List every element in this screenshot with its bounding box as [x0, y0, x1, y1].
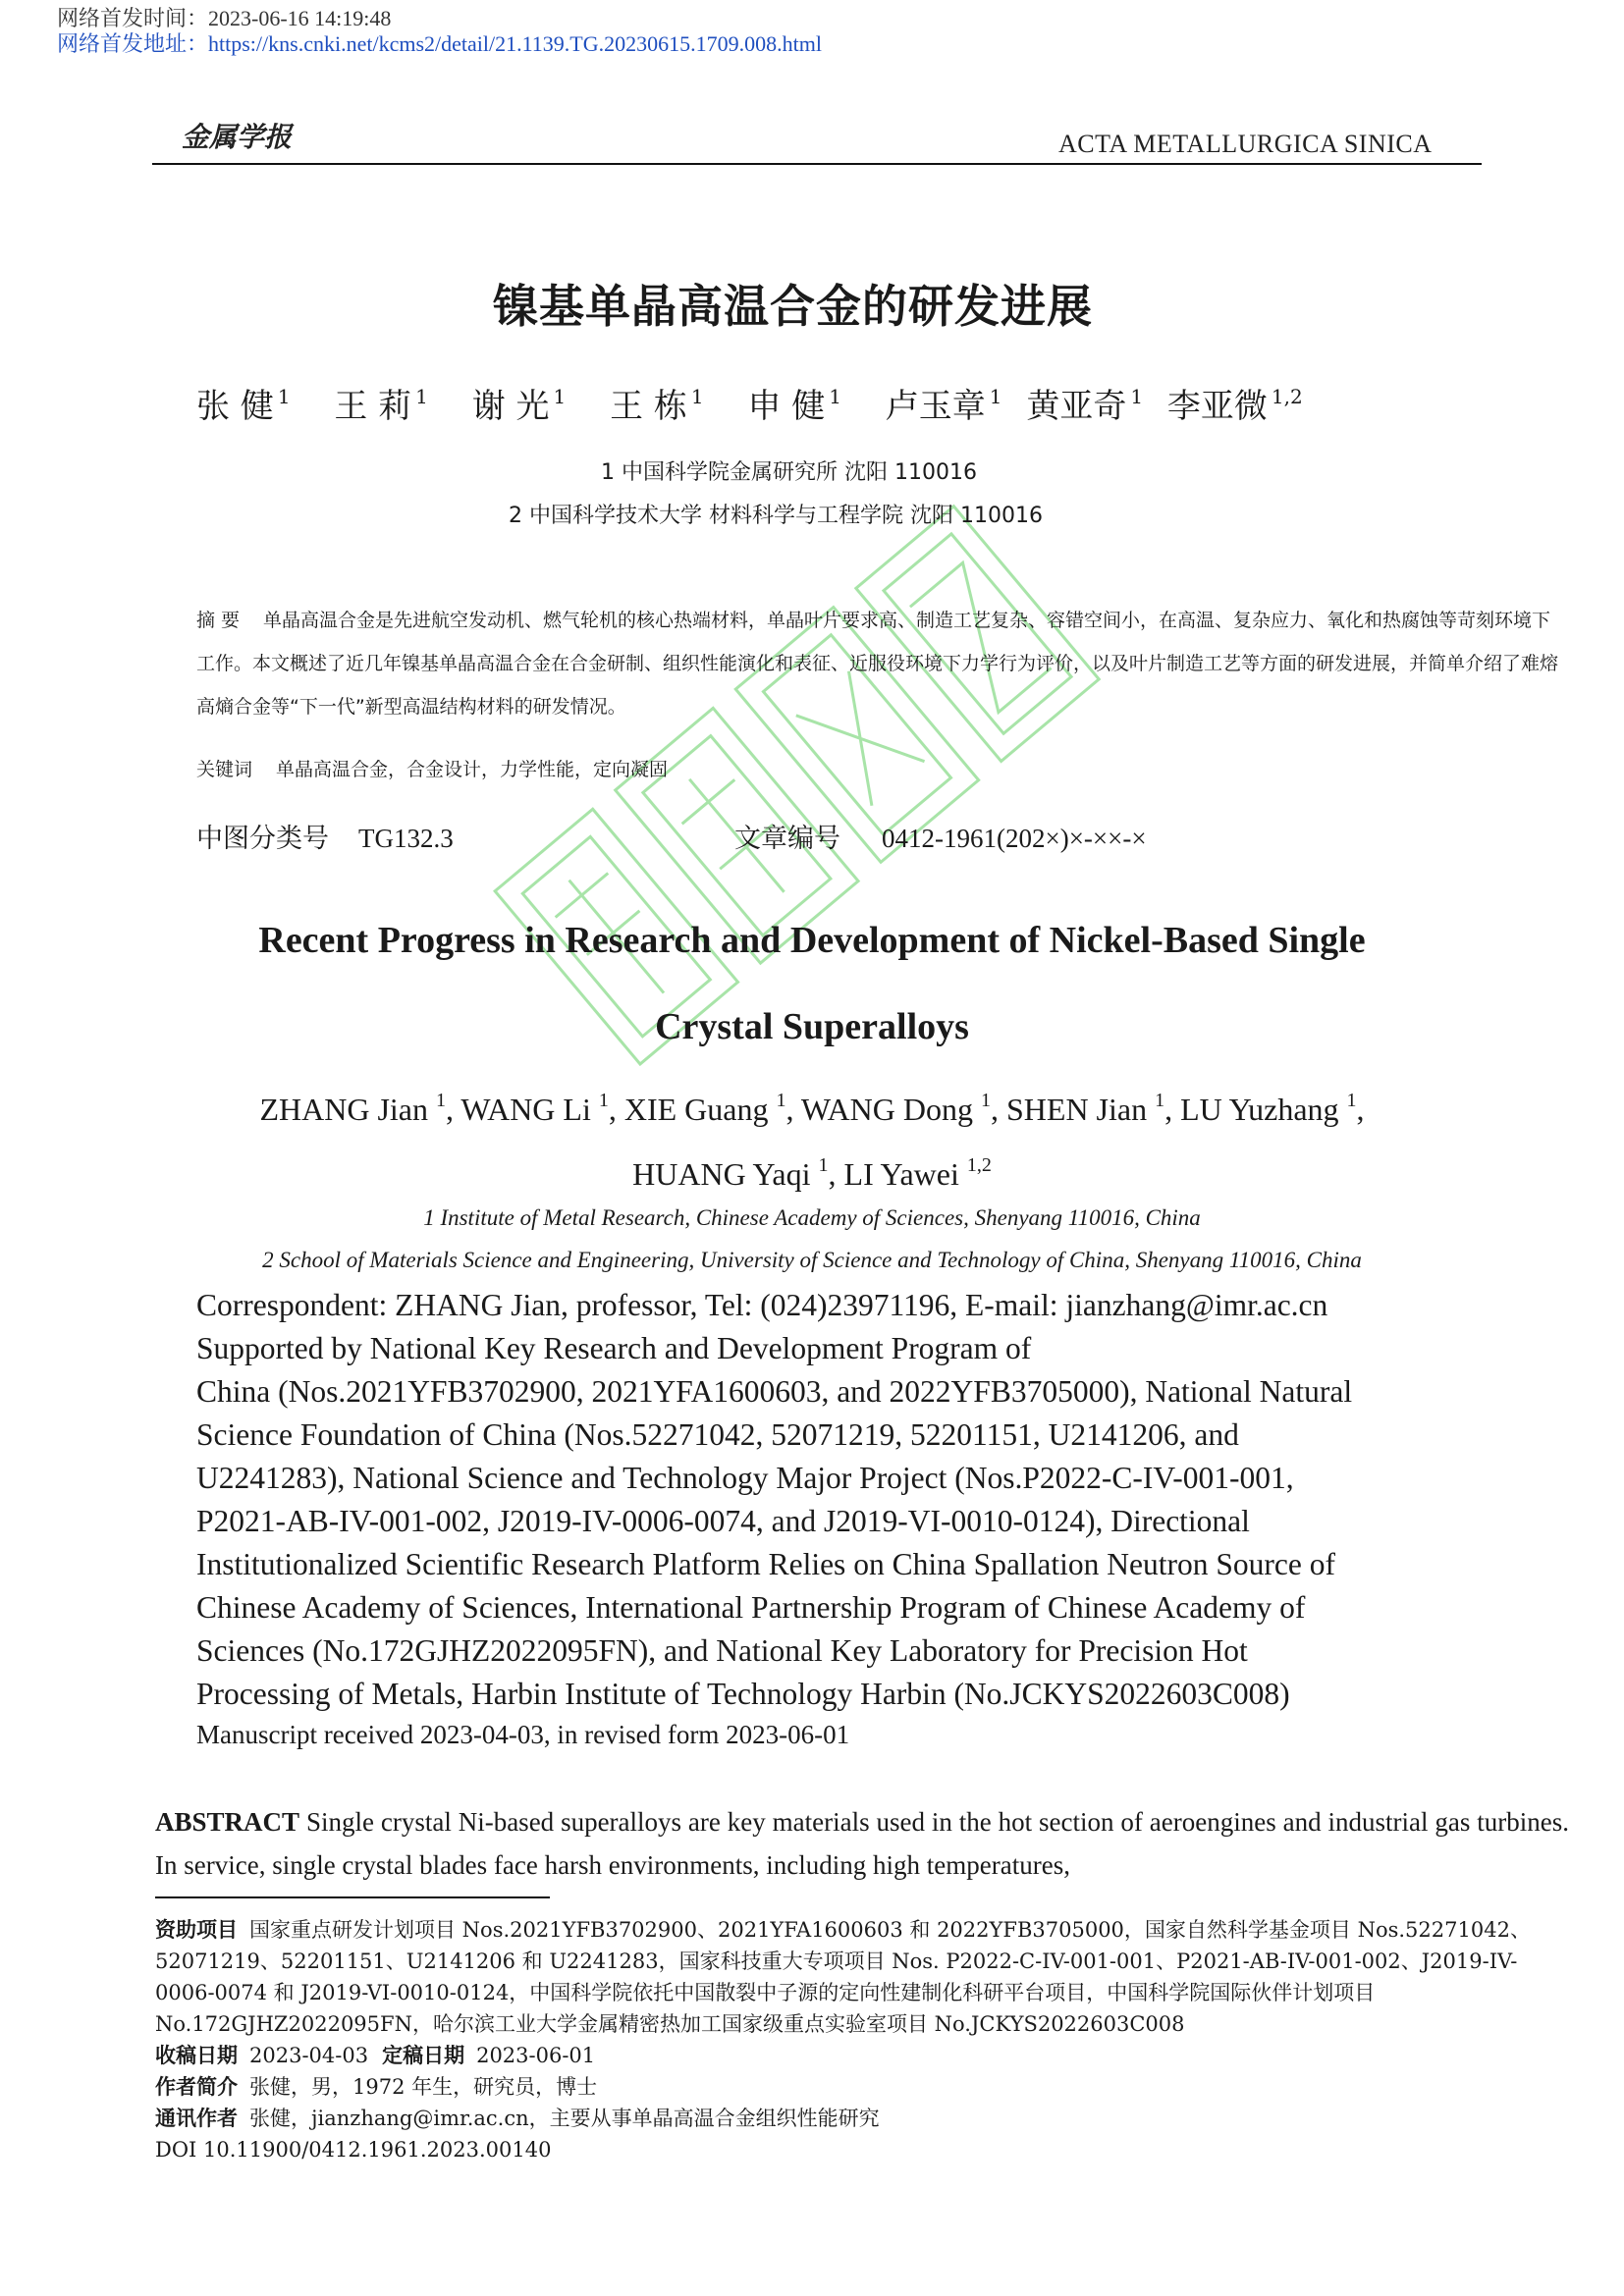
keywords-cn [196, 748, 1561, 791]
funding-line: Science Foundation of China (Nos.52271042, 52071219, 52201151, U2141206, and [196, 1417, 1239, 1452]
online-first-url [57, 31, 822, 57]
abstract-en-label: ABSTRACT [155, 1807, 300, 1837]
online-first-time-label: 网络首发时间： [57, 6, 209, 30]
title-en-line-1: Recent Progress in Research and Development of Nickel-Based Single [258, 920, 1366, 961]
author-cn: 王 莉 $^1$ [334, 385, 428, 426]
author-cn: 卢玉章 $^1$ [885, 385, 1002, 426]
manuscript-received: Manuscript received 2023-04-03, in revised form 2023-06-01 [196, 1720, 850, 1749]
funding-line: U2241283), National Science and Technology Major Project (Nos.P2022-C-IV-001-001, [196, 1461, 1294, 1495]
online-first-time-value: 2023-06-16 14:19:48 [208, 6, 392, 30]
online-first-url-label: 网络首发地址： [57, 31, 209, 56]
doi[interactable]: DOI 10.11900/0412.1961.2023.00140 [155, 2138, 552, 2162]
affiliation-cn-2: 2 中国科学技术大学 材料科学与工程学院 沈阳 110016 [509, 504, 1043, 528]
authors-en-line-2 [0, 1154, 1624, 1193]
footnote-funding-text: 国家重点研发计划项目 Nos.2021YFB3702900、2021YFA1600603 和 2022YFB3705000，国家自然科学基金项目 Nos.52271042、52071219、52201151、U2141206 和 U2241283，国家科技重大专项项目 Nos. P2022-C-IV-001-001、P2021-AB-IV-001-002、J2019-IV-0006-0074 和 J2019-VI-0010-0124，中国科学院依托中国散裂中子源的定向性建制化科研平台项目，中国科学院国际伙伴计划项目 No.172GJHZ2022095FN，哈尔滨工业大学金属精密热加工国家级重点实验室项目 No.JCKYS2022603C008 [155, 1918, 1531, 2036]
author-en: SHEN Jian $^1$, [1005, 1090, 1181, 1127]
title-cn: 镍基单晶高温合金的研发进展 [493, 280, 1093, 333]
clc-value: TG132.3 [358, 824, 454, 853]
footnote-received-label: 收稿日期 [155, 2044, 238, 2067]
online-first-url-link[interactable]: https://kns.cnki.net/kcms2/detail/21.1139.TG.20230615.1709.008.html [208, 31, 822, 56]
author-en: HUANG Yaqi $^1$, [632, 1154, 844, 1192]
authors-en-line-1 [0, 1090, 1624, 1128]
abstract-cn-text: 单晶高温合金是先进航空发动机、燃气轮机的核心热端材料，单晶叶片要求高、制造工艺复杂、容错空间小，在高温、复杂应力、氧化和热腐蚀等苛刻环境下工作。本文概述了近几年镍基单晶高温合金在合金研制、组织性能演化和表征、近服役环境下力学行为评价，以及叶片制造工艺等方面的研发进展，并简单介绍了难熔高熵合金等“下一代”新型高温结构材料的研发情况。 [196, 610, 1559, 718]
clc-label: 中图分类号 [196, 824, 329, 854]
abstract-cn [196, 599, 1561, 728]
abstract-en [155, 1800, 1569, 1887]
affiliation-en-1: 1 Institute of Metal Research, Chinese Academy of Sciences, Shenyang 110016, China [423, 1205, 1201, 1230]
article-number [734, 817, 1147, 855]
journal-name-en: ACTA METALLURGICA SINICA [1058, 130, 1433, 158]
footnote-bio-label: 作者简介 [155, 2075, 238, 2099]
author-en: WANG Li $^1$, [460, 1090, 624, 1127]
footnote-bio [155, 2071, 1569, 2103]
funding-line: Institutionalized Scientific Research Platform Relies on China Spallation Neutron Source of [196, 1547, 1335, 1581]
funding-line: China (Nos.2021YFB3702900, 2021YFA1600603, and 2022YFB3705000), National Natural [196, 1374, 1353, 1409]
affiliation-cn-1: 1 中国科学院金属研究所 沈阳 110016 [601, 460, 977, 485]
keywords-cn-text: 单晶高温合金，合金设计，力学性能，定向凝固 [276, 759, 669, 780]
correspondent-en: Correspondent: ZHANG Jian, professor, Tel: (024)23971196, E-mail: jianzhang@imr.ac.cn [196, 1288, 1328, 1322]
article-number-value: 0412-1961(202×)×-××-× [882, 824, 1147, 853]
footnote-corr-label: 通讯作者 [155, 2107, 238, 2130]
author-en: WANG Dong $^1$, [800, 1090, 1006, 1127]
funding-line: Sciences (No.172GJHZ2022095FN), and National Key Laboratory for Precision Hot [196, 1633, 1248, 1668]
author-en: LI Yawei $^{1,2}$ [843, 1154, 992, 1192]
affiliation-en-2: 2 School of Materials Science and Engineering, University of Science and Technology of China, Shenyang 110016, China [262, 1248, 1362, 1272]
funding-line: P2021-AB-IV-001-002, J2019-IV-0006-0074, and J2019-VI-0010-0124), Directional [196, 1504, 1250, 1538]
footnote-funding-label: 资助项目 [155, 1918, 238, 1942]
footnote-corr-text: 张健，jianzhang@imr.ac.cn，主要从事单晶高温合金组织性能研究 [249, 2107, 880, 2130]
author-en: XIE Guang $^1$, [623, 1090, 801, 1127]
online-first-time [57, 6, 391, 31]
author-cn: 张 健 $^1$ [196, 385, 291, 426]
footnote-final-value: 2023-06-01 [476, 2044, 596, 2067]
keywords-cn-label: 关键词 [196, 759, 253, 780]
journal-logo-cn: 金属学报 [182, 121, 293, 153]
abstract-cn-label: 摘 要 [196, 610, 241, 631]
header-rule [152, 163, 1482, 165]
article-number-label: 文章编号 [734, 824, 840, 854]
funding-line: Chinese Academy of Sciences, International Partnership Program of Chinese Academy of [196, 1590, 1306, 1625]
footnote-dates [155, 2040, 1569, 2071]
author-cn: 谢 光 $^1$ [471, 385, 567, 426]
footnotes [155, 1914, 1569, 2165]
footnote-funding [155, 1914, 1569, 2040]
authors-cn [196, 379, 1303, 427]
title-en-line-2: Crystal Superalloys [655, 1006, 969, 1047]
author-cn: 黄亚奇 $^1$ [1026, 385, 1144, 426]
funding-line: Supported by National Key Research and Development Program of [196, 1331, 1032, 1365]
footnote-final-label: 定稿日期 [382, 2044, 465, 2067]
author-en: LU Yuzhang $^1$, [1180, 1090, 1365, 1127]
footnote-received-value: 2023-04-03 [249, 2044, 369, 2067]
author-en: ZHANG Jian $^1$, [259, 1090, 461, 1127]
clc-number [196, 817, 454, 855]
abstract-en-text: Single crystal Ni-based superalloys are key materials used in the hot section of aeroengines and industrial gas turbines. In service, single crystal blades face harsh environments, including high temperatures, [155, 1807, 1570, 1880]
author-cn: 申 健 $^1$ [747, 385, 841, 426]
author-cn: 李亚微 $^{1,2}$ [1166, 385, 1303, 426]
footnote-correspondent [155, 2103, 1569, 2134]
footnote-rule [155, 1896, 550, 1898]
funding-line: Processing of Metals, Harbin Institute of Technology Harbin (No.JCKYS2022603C008) [196, 1677, 1290, 1711]
author-cn: 王 栋 $^1$ [610, 385, 704, 426]
footnote-bio-text: 张健，男，1972 年生，研究员，博士 [249, 2075, 598, 2099]
